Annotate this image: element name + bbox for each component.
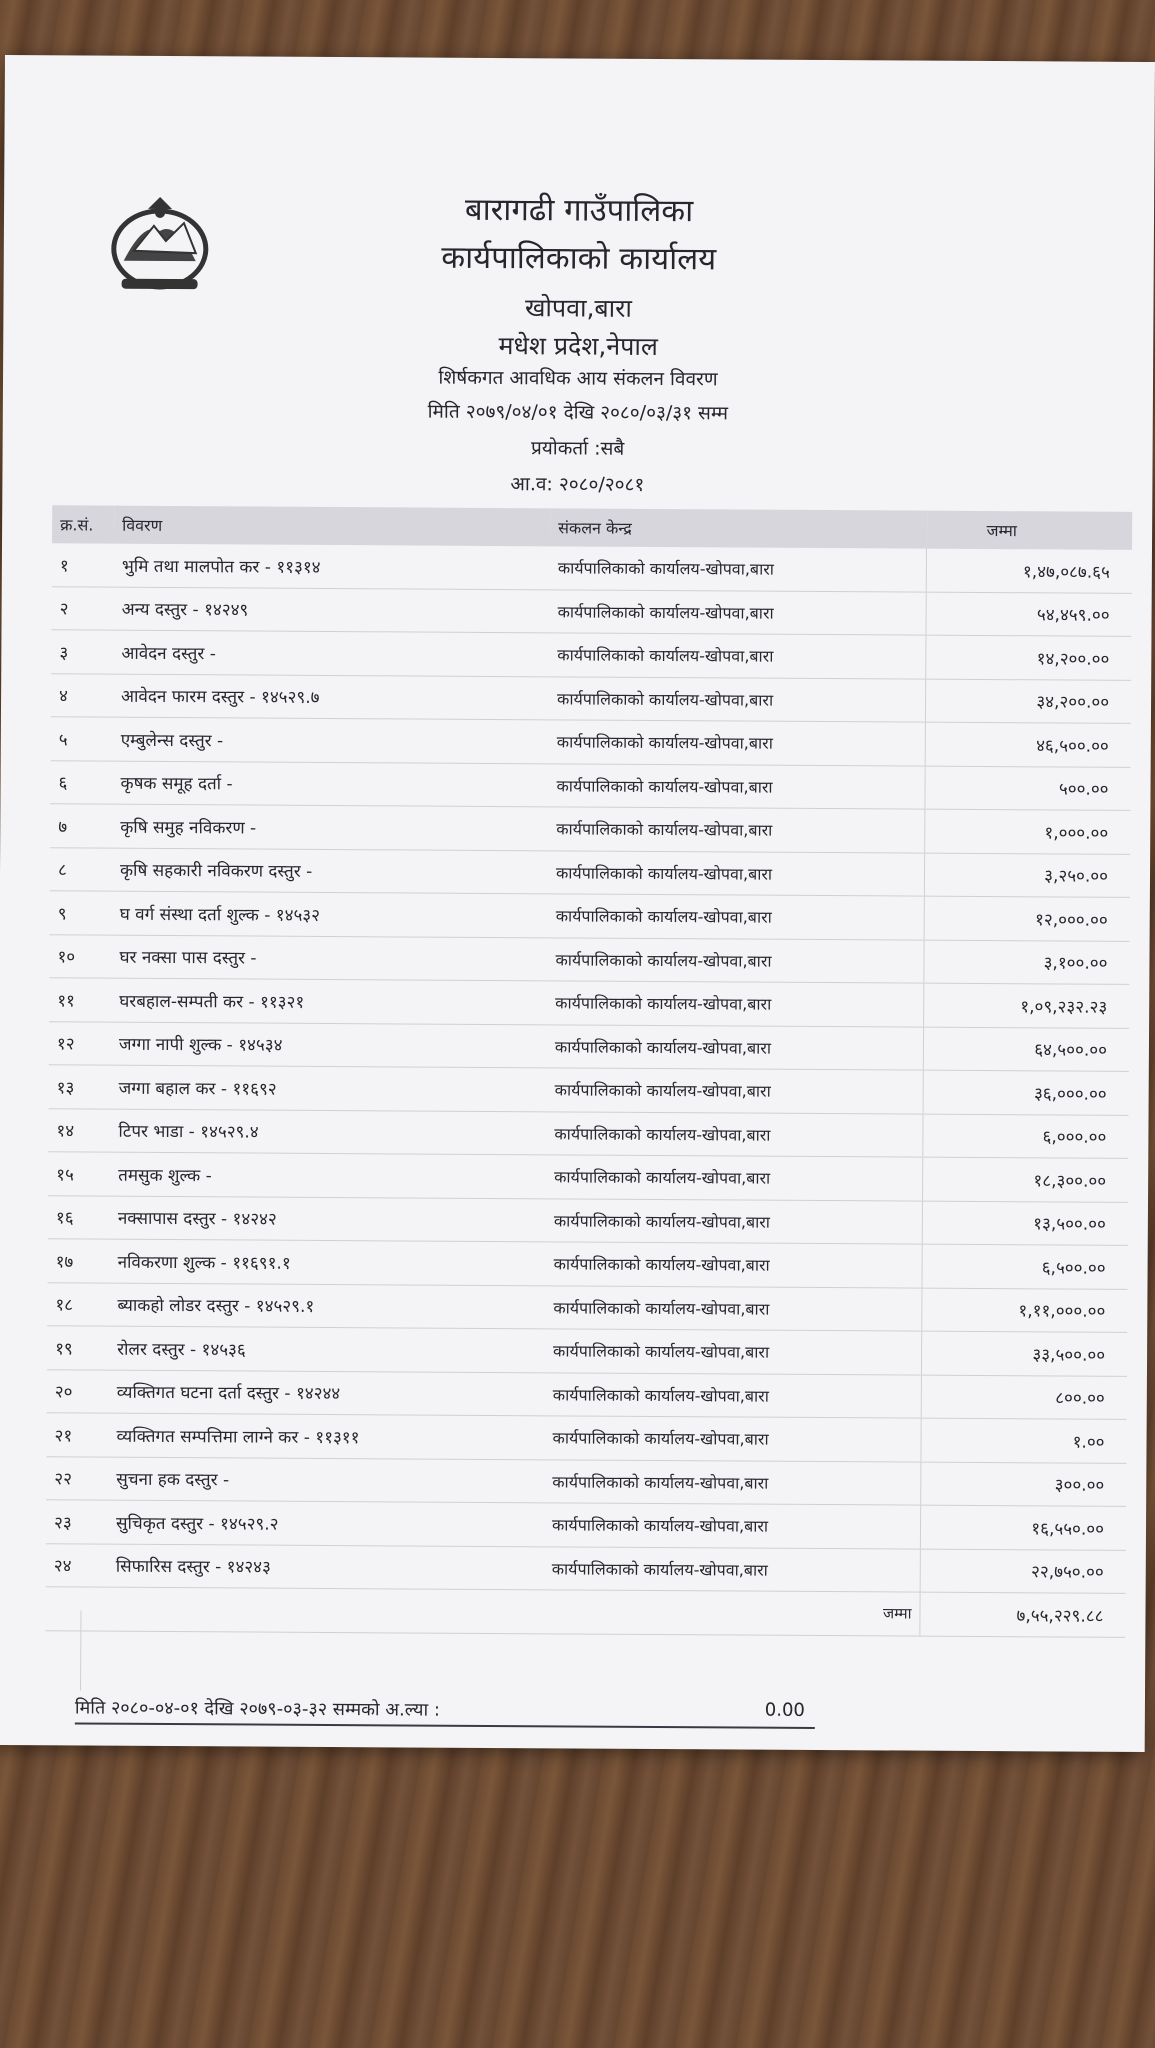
- col-header-center: संकलन केन्द्र: [550, 508, 927, 548]
- total-value: ७,५५,२२९.८८: [920, 1592, 1126, 1637]
- row-description: सुचना हक दस्तुर -: [108, 1457, 544, 1503]
- row-amount: २२,७५०.००: [920, 1549, 1126, 1594]
- row-description: रोलर दस्तुर - १४५३६: [109, 1326, 545, 1372]
- row-description: सुचिकृत दस्तुर - १४५२९.२: [108, 1500, 544, 1546]
- row-description: घरबहाल-सम्पती कर - ११३२१: [111, 978, 547, 1024]
- table-row: [46, 1413, 1126, 1463]
- row-sn: २४: [46, 1543, 108, 1587]
- row-sn: ८: [50, 847, 112, 891]
- office-name: कार्यपालिकाको कार्यालय: [441, 239, 717, 278]
- row-sn: १९: [47, 1326, 109, 1370]
- row-description: भुमि तथा मालपोत कर - ११३१४: [114, 544, 550, 590]
- table-row: [50, 760, 1130, 810]
- row-amount: १८,३००.००: [923, 1157, 1129, 1202]
- row-center: कार्यपालिकाको कार्यालय-खोपवा,बारा: [549, 720, 926, 766]
- row-amount: १,०९,२३२.२३: [924, 983, 1130, 1028]
- row-center: कार्यपालिकाको कार्यालय-खोपवा,बारा: [548, 807, 925, 853]
- table-row: [51, 673, 1131, 723]
- table-row: [48, 1195, 1128, 1245]
- table-row: [50, 847, 1130, 897]
- row-description: जग्गा नापी शुल्क - १४५३४: [111, 1022, 547, 1068]
- row-amount: ८००.००: [921, 1375, 1127, 1420]
- row-sn: ११: [49, 978, 111, 1022]
- row-description: कृषि समुह नविकरण -: [112, 804, 548, 850]
- report-title: शिर्षकगत आवधिक आय संकलन विवरण: [438, 366, 718, 391]
- row-amount: १४,२००.००: [926, 635, 1132, 680]
- row-center: कार्यपालिकाको कार्यालय-खोपवा,बारा: [544, 1503, 921, 1549]
- table-row: [46, 1456, 1126, 1506]
- row-amount: ६,०००.००: [923, 1114, 1129, 1159]
- table-row: [51, 630, 1131, 680]
- row-sn: १६: [48, 1195, 110, 1239]
- row-amount: ४६,५००.००: [925, 722, 1131, 767]
- row-center: कार्यपालिकाको कार्यालय-खोपवा,बारा: [550, 546, 927, 591]
- table-row: [49, 934, 1129, 984]
- col-header-amount: जम्मा: [927, 511, 1133, 550]
- row-center: कार्यपालिकाको कार्यालय-खोपवा,बारा: [547, 1024, 924, 1070]
- row-amount: १६,५५०.००: [920, 1505, 1126, 1550]
- row-amount: ३६,०००.००: [923, 1070, 1129, 1115]
- table-row: [49, 1065, 1129, 1115]
- table-row: [47, 1369, 1127, 1419]
- row-sn: २०: [47, 1369, 109, 1413]
- table-row: [47, 1282, 1127, 1332]
- row-description: कृषक समूह दर्ता -: [112, 761, 548, 807]
- table-row: [50, 804, 1130, 854]
- table-row: [47, 1326, 1127, 1376]
- fiscal-year: आ.व: २०८०/२०८१: [510, 473, 645, 496]
- table-row: [49, 978, 1129, 1028]
- row-description: ब्याकहो लोडर दस्तुर - १४५२९.१: [109, 1283, 545, 1329]
- row-description: अन्य दस्तुर - १४२४९: [113, 587, 549, 633]
- row-center: कार्यपालिकाको कार्यालय-खोपवा,बारा: [544, 1459, 921, 1505]
- row-center: कार्यपालिकाको कार्यालय-खोपवा,बारा: [549, 676, 926, 722]
- table-row: [51, 717, 1131, 767]
- user-filter: प्रयोकर्ता :सबै: [530, 437, 625, 460]
- row-description: व्यक्तिगत सम्पत्तिमा लाग्ने कर - ११३११: [108, 1413, 544, 1459]
- row-sn: १५: [48, 1152, 110, 1196]
- row-sn: ६: [50, 760, 112, 804]
- row-description: नविकरणा शुल्क - ११६९१.१: [110, 1239, 546, 1285]
- row-sn: १८: [47, 1282, 109, 1326]
- row-amount: ३००.००: [921, 1462, 1127, 1507]
- row-sn: १: [52, 543, 114, 586]
- footer-line: [75, 1695, 815, 1729]
- row-center: कार्यपालिकाको कार्यालय-खोपवा,बारा: [549, 633, 926, 679]
- row-sn: १२: [49, 1021, 111, 1065]
- row-center: कार्यपालिकाको कार्यालय-खोपवा,बारा: [545, 1242, 922, 1288]
- row-description: सिफारिस दस्तुर - १४२४३: [108, 1544, 544, 1590]
- table-row: [52, 543, 1132, 593]
- row-amount: १३,५००.००: [922, 1201, 1128, 1246]
- row-center: कार्यपालिकाको कार्यालय-खोपवा,बारा: [547, 981, 924, 1027]
- row-description: आवेदन दस्तुर -: [113, 630, 549, 676]
- row-sn: १३: [49, 1065, 111, 1109]
- row-sn: १७: [48, 1239, 110, 1283]
- province-name: मधेश प्रदेश,नेपाल: [498, 331, 658, 361]
- row-center: कार्यपालिकाको कार्यालय-खोपवा,बारा: [545, 1329, 922, 1375]
- report-paper: [0, 55, 1155, 1752]
- row-center: कार्यपालिकाको कार्यालय-खोपवा,बारा: [546, 1111, 923, 1157]
- date-range: मिति २०७९/०४/०१ देखि २०८०/०३/३१ सम्म: [427, 400, 729, 425]
- row-amount: ३४,२००.००: [925, 679, 1131, 724]
- row-sn: २३: [46, 1500, 108, 1544]
- row-sn: ४: [51, 673, 113, 717]
- municipality-name: बारागढी गाउँपालिका: [464, 191, 694, 230]
- row-description: नक्सापास दस्तुर - १४२४२: [110, 1196, 546, 1242]
- table-row: [46, 1543, 1126, 1593]
- col-header-sn: क्र.सं.: [52, 505, 114, 543]
- row-center: कार्यपालिकाको कार्यालय-खोपवा,बारा: [548, 850, 925, 896]
- row-amount: १.००: [921, 1418, 1127, 1463]
- office-location: खोपवा,बारा: [524, 293, 633, 323]
- row-amount: ३३,५००.००: [921, 1331, 1127, 1376]
- row-center: कार्यपालिकाको कार्यालय-खोपवा,बारा: [546, 1155, 923, 1201]
- row-sn: २१: [46, 1413, 108, 1457]
- col-header-description: विवरण: [114, 506, 550, 547]
- table-header-row: [52, 505, 1132, 550]
- total-row: [45, 1587, 1125, 1637]
- row-amount: १,४७,०८७.६५: [926, 549, 1132, 593]
- row-description: घर नक्सा पास दस्तुर -: [111, 935, 547, 981]
- revenue-table: [45, 505, 1132, 1637]
- row-center: कार्यपालिकाको कार्यालय-खोपवा,बारा: [545, 1372, 922, 1418]
- table-row: [48, 1108, 1128, 1158]
- row-sn: ७: [50, 804, 112, 848]
- table-row: [48, 1152, 1128, 1202]
- row-sn: ९: [50, 891, 112, 935]
- row-center: कार्यपालिकाको कार्यालय-खोपवा,बारा: [545, 1285, 922, 1331]
- row-sn: १४: [48, 1108, 110, 1152]
- row-description: आवेदन फारम दस्तुर - १४५२९.७: [113, 674, 549, 720]
- row-description: टिपर भाडा - १४५२९.४: [110, 1109, 546, 1155]
- row-amount: १२,०००.००: [924, 896, 1130, 941]
- row-center: कार्यपालिकाको कार्यालय-खोपवा,बारा: [549, 589, 926, 635]
- table-left-rule: [80, 1610, 81, 1690]
- row-amount: ५००.००: [925, 766, 1131, 811]
- row-description: एम्बुलेन्स दस्तुर -: [113, 717, 549, 763]
- row-center: कार्यपालिकाको कार्यालय-खोपवा,बारा: [544, 1416, 921, 1462]
- row-center: कार्यपालिकाको कार्यालय-खोपवा,बारा: [544, 1546, 921, 1592]
- footer-value: 0.00: [764, 1699, 805, 1721]
- row-center: कार्यपालिकाको कार्यालय-खोपवा,बारा: [546, 1198, 923, 1244]
- row-amount: १,०००.००: [925, 809, 1131, 854]
- row-amount: १,११,०००.००: [922, 1288, 1128, 1333]
- table-row: [50, 891, 1130, 941]
- row-description: तमसुक शुल्क -: [110, 1152, 546, 1198]
- row-description: घ वर्ग संस्था दर्ता शुल्क - १४५३२: [112, 891, 548, 937]
- row-amount: ३,२५०.००: [924, 853, 1130, 898]
- table-row: [46, 1500, 1126, 1550]
- total-label: जम्मा: [543, 1590, 920, 1636]
- row-sn: १०: [49, 934, 111, 978]
- row-amount: ६,५००.००: [922, 1244, 1128, 1289]
- row-sn: ३: [51, 630, 113, 674]
- row-center: कार्यपालिकाको कार्यालय-खोपवा,बारा: [547, 937, 924, 983]
- table-row: [48, 1239, 1128, 1289]
- row-description: व्यक्तिगत घटना दर्ता दस्तुर - १४२४४: [109, 1370, 545, 1416]
- row-sn: २: [51, 586, 113, 630]
- row-sn: ५: [51, 717, 113, 761]
- footer-label: मिति २०८०-०४-०१ देखि २०७९-०३-३२ सम्मको अ.ल्या :: [74, 1697, 440, 1721]
- row-amount: ३,१००.००: [924, 940, 1130, 985]
- row-center: कार्यपालिकाको कार्यालय-खोपवा,बारा: [548, 763, 925, 809]
- row-center: कार्यपालिकाको कार्यालय-खोपवा,बारा: [547, 1068, 924, 1114]
- row-amount: ६४,५००.००: [923, 1027, 1129, 1072]
- table-row: [51, 586, 1131, 636]
- row-sn: २२: [46, 1456, 108, 1500]
- row-description: कृषि सहकारी नविकरण दस्तुर -: [112, 848, 548, 894]
- row-amount: ५४,४५९.००: [926, 592, 1132, 637]
- row-description: जग्गा बहाल कर - ११६९२: [111, 1065, 547, 1111]
- row-center: कार्यपालिकाको कार्यालय-खोपवा,बारा: [548, 894, 925, 940]
- table-row: [49, 1021, 1129, 1071]
